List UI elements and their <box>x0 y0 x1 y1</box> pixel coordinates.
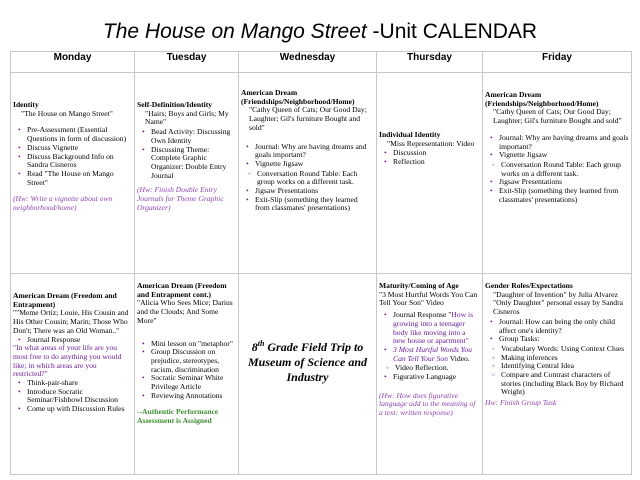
week1-wednesday-list <box>241 143 374 169</box>
week1-tuesday-subtitle: "Hairs; Boys and Girls; My Name" <box>145 108 229 127</box>
list-item: • Discussion <box>393 149 480 158</box>
week2-thursday-subtitle: "3 Most Hurtful Words You Can Tell Your Son" Video <box>379 289 478 308</box>
list-item: ◦ Conversation Round Table: Each group works on a different task. <box>501 161 629 178</box>
list-item: ◦ Making inferences <box>501 354 629 363</box>
title-suffix: -Unit CALENDAR <box>366 20 538 43</box>
week2-thursday-homework: (Hw: How does figurative language add to the meaning of a text: written response) <box>379 390 476 418</box>
video-title: 3 Most Hurtful Words You Can Tell Your Son <box>393 344 472 363</box>
week2-tuesday-note: --Authentic Performance Assessment is Assigned <box>137 407 219 426</box>
list-item: • Read "The House on Mango Street" <box>27 170 132 187</box>
week1-friday-list-after <box>485 178 629 204</box>
week2-monday-list-a <box>13 336 132 345</box>
list-item: • Figurative Language <box>393 373 480 382</box>
day-header-friday: Friday <box>483 52 632 73</box>
day-header-monday: Monday <box>11 52 135 73</box>
list-item: • Exit-Slip (something they learned from classmates' presentations) <box>255 196 374 213</box>
week1-wednesday-subtitle: "Cathy Queen of Cats; Our Good Day; Laughter; Gil's furniture Bought and sold" <box>249 105 367 132</box>
week-2-row <box>11 274 632 475</box>
week1-thursday-cell <box>377 73 483 274</box>
list-item: • Reviewing Annotations <box>151 392 236 401</box>
list-item: • Socratic Seminar White Privilege Article <box>151 374 236 391</box>
list-item: • Jigsaw Presentations <box>499 178 629 187</box>
field-trip-ordinal: 8 <box>251 340 258 354</box>
list-item: • Group Tasks: <box>499 335 629 344</box>
week2-friday-list <box>485 318 629 344</box>
week1-friday-sublist <box>485 161 629 178</box>
list-item: • Journal: How can being the only child affect one's identity? <box>499 318 629 335</box>
list-item: • Journal: Why are having dreams and goals important? <box>255 143 374 160</box>
field-trip-text <box>239 336 376 385</box>
video-label: Video. <box>447 353 470 363</box>
day-header-wednesday: Wednesday <box>239 52 377 73</box>
list-item: • Journal: Why are having dreams and goals important? <box>499 134 629 151</box>
list-item <box>393 311 480 346</box>
week1-thursday-list <box>379 149 480 166</box>
week2-thursday-cell <box>377 274 483 475</box>
week1-monday-list <box>13 126 132 187</box>
week2-thursday-heading: Maturity/Coming of Age <box>379 281 459 290</box>
day-header-thursday: Thursday <box>377 52 483 73</box>
week1-wednesday-sublist <box>241 170 374 187</box>
week1-tuesday-cell <box>135 73 239 274</box>
list-item: • Mini lesson on "metaphor" <box>151 340 236 349</box>
week2-thursday-list-after <box>379 373 480 382</box>
list-item: • Jigsaw Presentations <box>255 187 374 196</box>
list-item: • Discuss Vignette <box>27 144 132 153</box>
list-item: ◦ Vocabulary Words: Using Context Clues <box>501 345 629 354</box>
week2-monday-heading: American Dream (Freedom and Entrapment) <box>13 291 117 309</box>
week2-tuesday-list <box>137 340 236 401</box>
week1-monday-heading: Identity <box>13 100 39 109</box>
week1-friday-list <box>485 134 629 160</box>
week2-friday-heading: Gender Roles/Expectations <box>485 281 573 290</box>
week2-tuesday-heading: American Dream (Freedom and Entrapment cont.) <box>137 281 227 299</box>
list-item: ◦ Compare and Contrast characters of stories (including Black Boy by Richard Wright) <box>501 371 629 397</box>
list-item <box>393 346 480 363</box>
week1-tuesday-list <box>137 128 236 180</box>
field-trip-ordinal-suffix: th <box>257 339 265 348</box>
week2-monday-list-b <box>13 379 132 414</box>
week1-wednesday-heading: American Dream (Friendships/Neighborhood/Home) <box>241 88 355 106</box>
day-header-row <box>11 52 632 73</box>
week1-wednesday-cell <box>239 73 377 274</box>
list-item: ◦ Video Reflection. <box>395 364 480 373</box>
week2-wednesday-cell <box>239 274 377 475</box>
week1-friday-cell <box>483 73 632 274</box>
list-item: • Pre-Assessment (Essential Questions in form of discussion) <box>27 126 132 143</box>
week2-friday-homework: Hw: Finish Group Task <box>485 398 557 408</box>
week1-monday-cell <box>11 73 135 274</box>
field-trip-label: Grade Field Trip to Museum of Science and Industry <box>247 340 367 384</box>
day-header-tuesday: Tuesday <box>135 52 239 73</box>
list-item: ◦ Conversation Round Table: Each group works on a different task. <box>257 170 374 187</box>
week2-tuesday-cell <box>135 274 239 475</box>
book-title: The House on Mango Street <box>102 20 367 43</box>
page-title <box>0 20 640 44</box>
week1-tuesday-homework: (Hw: Finish Double Entry Journals for Theme Graphic Organizer) <box>137 185 224 212</box>
week1-thursday-subtitle: "Miss Representation: Video <box>387 138 475 148</box>
week1-thursday-heading: Individual Identity <box>379 130 441 139</box>
week2-friday-sublist <box>485 345 629 397</box>
list-item: • Journal Response <box>27 336 132 345</box>
week2-tuesday-subtitle: "Alicia Who Sees Mice; Darius and the Clouds; And Some More" <box>137 298 233 325</box>
list-item: • Discussing Theme: Complete Graphic Organizer: Double Entry Journal <box>151 146 236 181</box>
list-item: • Group Discussion on prejudice, stereotypes, racism, discrimination <box>151 348 236 374</box>
journal-response-text: How is growing into a teenager body like moving into a new house or apartment" <box>393 310 474 346</box>
list-item: • Exit-Slip (something they learned from classmates' presentations) <box>499 187 629 204</box>
list-item: • Vignette Jigsaw <box>499 151 629 160</box>
week2-friday-subtitle: "Daughter of Invention" by Julia Alvarez <box>493 289 618 299</box>
week1-monday-homework: (Hw: Write a vignette about own neighborhood/home) <box>13 194 113 213</box>
list-item: • Come up with Discussion Rules <box>27 405 132 414</box>
week1-monday-subtitle: "The House on Mango Street" <box>21 108 113 118</box>
week2-thursday-list <box>379 311 480 363</box>
week2-monday-subtitle: ""Meme Ortiz; Louie, His Cousin and His Other Cousin; Marin; Those Who Don't; There was an Old Woman.." <box>13 308 129 335</box>
week1-friday-heading: American Dream (Friendships/Neighborhood/Home) <box>485 90 599 108</box>
week2-friday-cell <box>483 274 632 475</box>
list-item: ◦ Identifying Central Idea <box>501 362 629 371</box>
week-1-row <box>11 73 632 274</box>
week2-monday-cell <box>11 274 135 475</box>
list-item: • Vignette Jigsaw <box>255 160 374 169</box>
list-item: • Introduce Socratic Seminar/Fishbowl Discussion <box>27 388 132 405</box>
week1-friday-subtitle: "Cathy Queen of Cats; Our Good Day; Laughter; Gil's furniture Bought and sold" <box>493 107 622 126</box>
week2-friday-subtitle-2: "Only Daughter" personal essay by Sandra Cisneros <box>493 298 623 317</box>
calendar-table <box>10 51 632 475</box>
list-item: • Think-pair-share <box>27 379 132 388</box>
list-item: • Discuss Background Info on Sandra Cisneros <box>27 153 132 170</box>
week1-wednesday-list-after <box>241 187 374 213</box>
list-item: • Bead Activity: Discussing Own Identity <box>151 128 236 145</box>
week2-monday-prompt: "In what areas of your life are you most free to do anything you would like; in which areas are you restricted?" <box>13 343 122 379</box>
list-item: • Reflection <box>393 158 480 167</box>
week1-tuesday-heading: Self-Definition/Identity <box>137 100 213 109</box>
journal-response-label: Journal Response " <box>393 310 452 320</box>
